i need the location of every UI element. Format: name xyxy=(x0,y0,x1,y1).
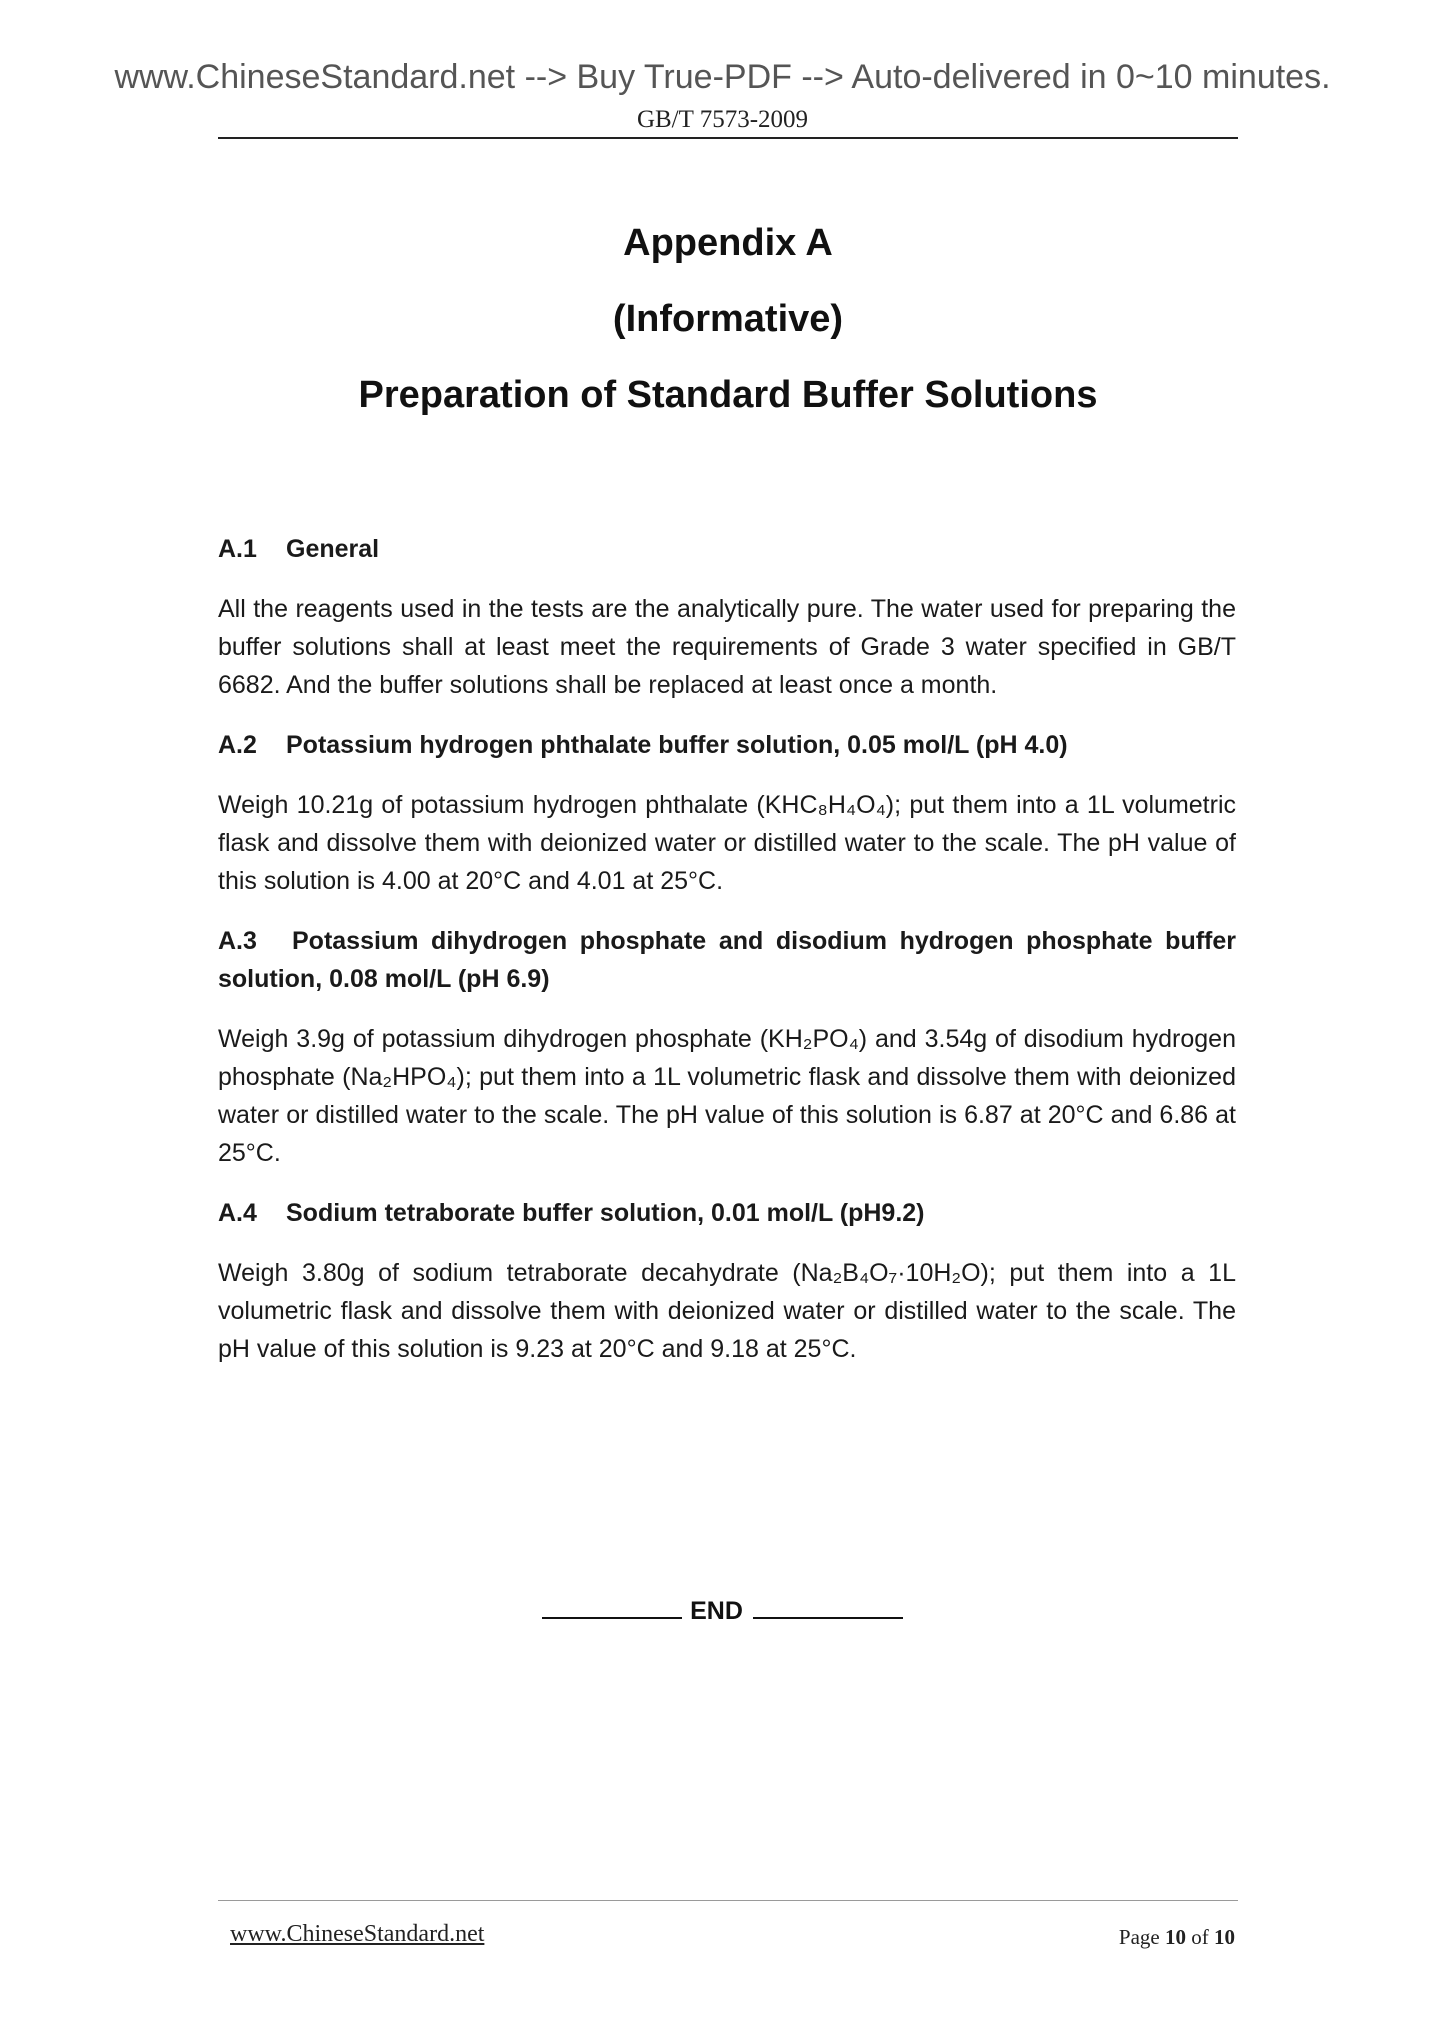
page-number xyxy=(1119,1925,1235,1950)
section-title: Sodium tetraborate buffer solution, 0.01 mol/L (pH9.2) xyxy=(286,1199,925,1227)
document-code: GB/T 7573-2009 xyxy=(636,106,809,133)
section-heading-a4 xyxy=(218,1194,1236,1232)
page-prefix: Page xyxy=(1118,1925,1160,1949)
section-title: Potassium hydrogen phthalate buffer solution, 0.05 mol/L (pH 4.0) xyxy=(286,731,1068,759)
document-body xyxy=(218,530,1236,1390)
footer-website-link[interactable]: www.ChineseStandard.net xyxy=(230,1921,485,1947)
appendix-subject: Preparation of Standard Buffer Solutions xyxy=(358,374,1098,416)
section-number: A.4 xyxy=(218,1199,257,1227)
end-label: END xyxy=(690,1597,743,1625)
section-paragraph-a1: All the reagents used in the tests are the analytically pure. The water used for preparing the buffer solutions shall at least meet the requirements of Grade 3 water specified in GB/T 6682. And the buffer solutions shall be replaced at least once a month. xyxy=(218,595,1236,699)
appendix-type: (Informative) xyxy=(612,298,844,340)
section-number: A.1 xyxy=(218,535,257,563)
section-paragraph-a2: Weigh 10.21g of potassium hydrogen phthalate (KHC₈H₄O₄); put them into a 1L volumetric flask and dissolve them with deionized water or distilled water to the scale. The pH value of this solution is 4.00 at 20°C and 4.01 at 25°C. xyxy=(218,791,1236,895)
appendix-title: Appendix A xyxy=(623,222,833,264)
section-title: General xyxy=(286,535,380,563)
end-rule-left xyxy=(542,1617,682,1619)
end-rule-right xyxy=(753,1617,903,1619)
end-marker xyxy=(0,1597,1445,1626)
header-divider xyxy=(218,137,1238,139)
page-of: of xyxy=(1191,1925,1209,1949)
page-current: 10 xyxy=(1165,1925,1186,1949)
section-number: A.2 xyxy=(218,731,257,759)
footer-divider xyxy=(218,1900,1238,1901)
section-heading-a3 xyxy=(218,922,1236,998)
section-title: Potassium dihydrogen phosphate and disodium hydrogen phosphate buffer solution, 0.08 mol/L (pH 6.9) xyxy=(218,927,1236,993)
section-heading-a2 xyxy=(218,726,1236,764)
section-paragraph-a3: Weigh 3.9g of potassium dihydrogen phosphate (KH₂PO₄) and 3.54g of disodium hydrogen phosphate (Na₂HPO₄); put them into a 1L volumetric flask and dissolve them with deionized water or distilled water to the scale. The pH value of this solution is 6.87 at 20°C and 6.86 at 25°C. xyxy=(218,1025,1236,1167)
page-total: 10 xyxy=(1214,1925,1235,1949)
top-banner[interactable]: www.ChineseStandard.net --> Buy True-PDF --> Auto-delivered in 0~10 minutes. xyxy=(114,58,1331,96)
section-number: A.3 xyxy=(218,927,257,955)
section-paragraph-a4: Weigh 3.80g of sodium tetraborate decahydrate (Na₂B₄O₇·10H₂O); put them into a 1L volumetric flask and dissolve them with deionized water or distilled water to the scale. The pH value of this solution is 9.23 at 20°C and 9.18 at 25°C. xyxy=(218,1259,1236,1363)
section-heading-a1 xyxy=(218,530,1236,568)
